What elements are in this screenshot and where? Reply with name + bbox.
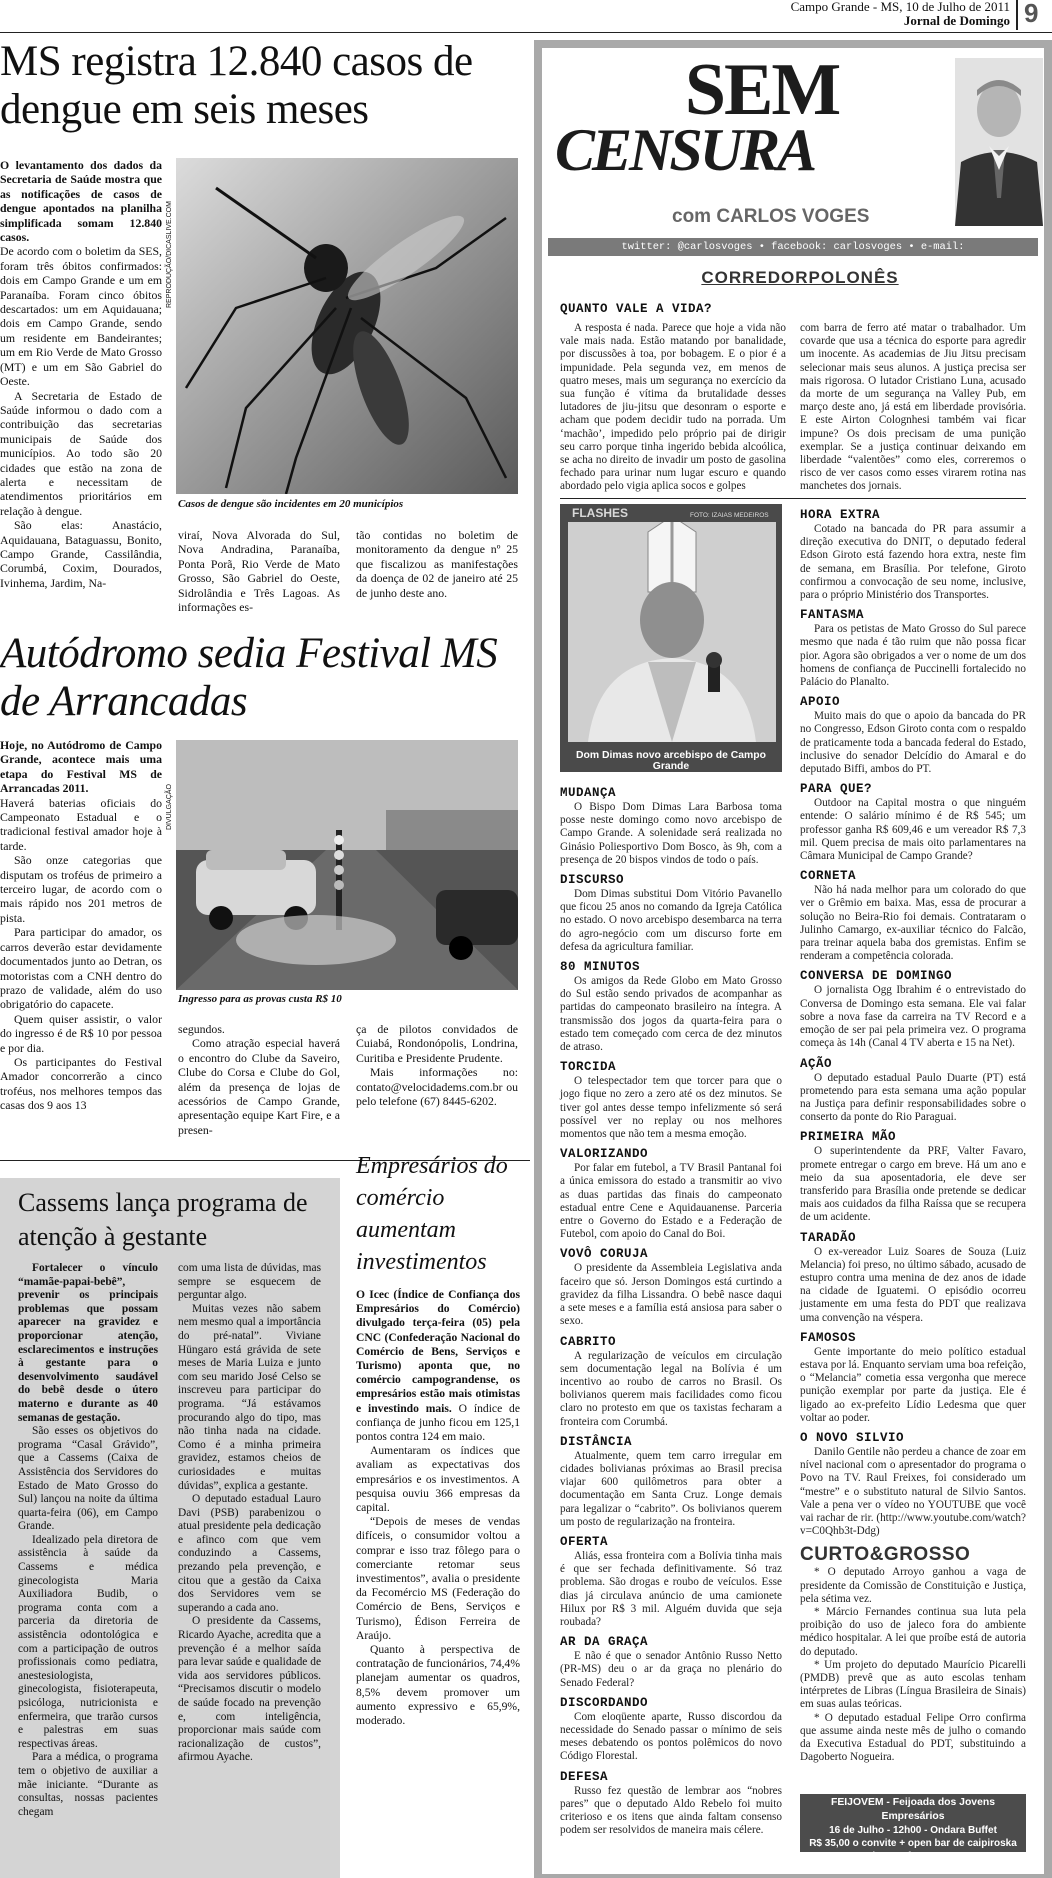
autodromo-para: segundos. — [178, 1022, 225, 1036]
feijovem-line1: 16 de Julho - 12h00 - Ondara Buffet — [829, 1825, 997, 1836]
autodromo-col3 — [356, 1022, 518, 1108]
dengue-para: De acordo com o boletim da SES, foram três óbitos confirmados: dois em Campo Grande e um em Paranaíba. Foram cinco óbitos descartados: um em Aquidauana; dois em Campo Grande, sendo um residente em Bandeirantes; um em Rio Verde de Mato Grosso (MT) e um em São Gabriel do Oeste. — [0, 244, 162, 389]
note-title: CABRITO — [560, 1334, 617, 1349]
feijovem-line2: R$ 35,00 o convite + open bar de caipiroska — [809, 1838, 1017, 1849]
note-title: DEFESA — [560, 1769, 609, 1784]
cassems-lead: Fortalecer o vínculo “mamãe-papai-bebê”, prevenir os principais problemas que possam aparecer na gravidez e proporcionar atenção, esclarecimentos e instruções à gestante para o desenvolvimento saudável do bebê desde o útero materno e durante as 40 semanas de gestação. — [18, 1262, 158, 1424]
autodromo-para: São onze categorias que disputam os troféus de primeiro a terceiro lugar, de acordo com o mais rápido nos 201 metros de pista. — [0, 853, 162, 925]
cassems-para: O deputado estadual Lauro Davi (PSB) parabenizou o atual presidente pela dedicação e afinco com que vem conduzindo a Cassems, prezando pela prevenção, e citou que a gestão da Caixa dos Servidores vem se superando a cada ano. — [178, 1493, 321, 1614]
note-body: O Bispo Dom Dimas Lara Barbosa toma posse neste domingo como novo arcebispo de Campo Grande. A solenidade será realizada no Ginásio Poliesportivo Dom Bosco, às 9h, com a presença de 20 bispos vindos de todo o país. — [560, 801, 782, 866]
note-title: CONVERSA DE DOMINGO — [800, 969, 953, 984]
note-title: CORNETA — [800, 869, 857, 884]
note-body: O deputado estadual Paulo Duarte (PT) está prometendo para esta semana uma ação popular na Justiça para definir responsabilidades sobre o conserto da ponte do Rio Paraguai. — [800, 1071, 1026, 1124]
note-body: O ex-vereador Luiz Soares de Souza (Luiz Melancia) foi preso, no último sábado, acusado de estupro contra uma menina de dez anos de idade na cidade de Iguatemi. O episódio ocorreu justamente em uma festa do PDT que realizava uma convenção na véspera. — [800, 1245, 1026, 1324]
cassems-para: São esses os objetivos do programa “Casal Grávido”, que a Cassems (Caixa de Assistência dos Servidores do Estado de Mato Grosso do Sul) lançou na noite da última quarta-feira (06), em Campo Grande. — [18, 1425, 158, 1533]
note-body: Com eloqüente aparte, Russo discordou da necessidade do Senado passar o mínimo de seis meses debatendo os pontos polêmicos do novo Código Florestal. — [560, 1710, 782, 1763]
bishop-photo — [568, 522, 776, 742]
note-title: AR DA GRAÇA — [560, 1635, 649, 1650]
empresarios-lead-tail: O índice de confiança de junho ficou em 125,1 pontos contra 124 em maio. — [356, 1401, 520, 1444]
mosquito-photo — [176, 158, 518, 494]
empresarios-para: “Depois de meses de vendas difíceis, o consumidor voltou a comprar e isso traz fôlego para o comerciante retomar seus investimentos”, avalia o presidente da Fecomércio MS (Federação do Comércio de Bens, Serviços e Turismo), Édison Ferreira de Araújo. — [356, 1515, 520, 1642]
cassems-col1 — [18, 1262, 158, 1819]
autodromo-para: Como atração especial haverá o encontro do Clube da Saveiro, Clube do Corsa e Clube do Gol, além da presença de lojas de acessórios de Campo Grande, apresentação equipe Kart Fire, e a presen- — [178, 1036, 340, 1137]
autodromo-para: Mais informações no: contato@velocidadems.com.br ou pelo telefone (67) 8445-6202. — [356, 1065, 518, 1109]
intro-rule — [560, 498, 1026, 499]
note-title: APOIO — [800, 695, 841, 710]
autodromo-col1 — [0, 738, 162, 1113]
feijovem-title: FEIJOVEM - Feijoada dos Jovens Empresários — [831, 1797, 995, 1822]
note-body: Por falar em futebol, a TV Brasil Pantanal foi a única emissora do estado a transmitir ao vivo as duas partidas das finais do campeonato estadual entre Cene e Aquidauanense. Parceria entre o Governo do Estado e a Federação de Futebol, com apoio do Canal do Boi. — [560, 1162, 782, 1241]
columnist-portrait — [955, 58, 1043, 226]
note-title: OFERTA — [560, 1534, 609, 1549]
cassems-para: Para a médica, o programa tem o objetivo de auxiliar a mãe iniciante. “Durante as consultas, nossas pacientes chegam — [18, 1751, 158, 1818]
contacts-bar: twitter: @carlosvoges • facebook: carlosvoges • e-mail: contato@carlosvoges.com.br — [548, 238, 1038, 256]
note-title: PRIMEIRA MÃO — [800, 1130, 897, 1145]
note-title: VALORIZANDO — [560, 1147, 649, 1162]
note-body: A regularização de veículos em circulação sem documentação legal na Bolívia é um incentivo ao roubo de carros no Brasil. Os bolivianos querem mais facilidades como ficou claro no protesto em que os taxistas fecharam a fronteira com Corumbá. — [560, 1349, 782, 1428]
autodromo-para: Quem quiser assistir, o valor do ingresso é de R$ 10 por pessoa e por dia. — [0, 1011, 162, 1055]
note-body: O superintendente da PRF, Valter Favaro, promete entregar o cargo em breve. Há um ano e meio da sua aposentadoria, ele deve ser transferido para Brasília onde pretende se dedicar mais aos cuidados da filha Raíssa que se recupera de um acidente. — [800, 1145, 1026, 1224]
note-body: Atualmente, quem tem carro irregular em cidades bolivianas próximas ao Brasil precisa viajar 600 quilômetros para obter a documentação em Santa Cruz. Longe demais para legalizar o “cabrito”. Os bolivianos querem um posto de regularização na fronteira. — [560, 1449, 782, 1528]
note-body: Gente importante do meio político estadual estava por lá. Enquanto serviam uma boa refeição, o “Melancia” cometia essa vergonha que merece punição exemplar por parte da justiça. Ele é ligado ao ex-prefeito Lídio Ledesma que quer voltar ao poder. — [800, 1345, 1026, 1424]
dengue-headline: MS registra 12.840 casos de dengue em seis meses — [0, 38, 473, 133]
empresarios-body — [356, 1288, 520, 1728]
autodromo-para: Para participar do amador, os carros deverão estar devidamente documentados junto ao Detran, os motoristas com a CNH dentro do prazo de validade, além do uso obrigatório do capacete. — [0, 925, 162, 1012]
note-title: MUDANÇA — [560, 786, 617, 800]
flashes-credit: FOTO: IZAIAS MEDEIROS — [690, 512, 769, 519]
autodromo-para: ça de pilotos convidados de Cuiabá, Rondonópolis, Londrina, Curitiba e Presidente Prudente. — [356, 1022, 518, 1065]
feijovem-box — [800, 1794, 1026, 1862]
empresarios-headline: Empresários do comércio aumentam investimentos — [356, 1153, 508, 1275]
autodromo-lead: Hoje, no Autódromo de Campo Grande, acontece mais uma etapa do Festival MS de Arrancadas 2011. — [0, 738, 162, 796]
intro-right — [800, 322, 1026, 494]
dengue-photo-credit: REPRODUÇÃO/DICASLIVE.COM — [166, 201, 173, 308]
autodromo-para: Haverá baterias oficiais do Campeonato Estadual e o tradicional festival amador hoje à tarde. — [0, 795, 162, 853]
note-title: PARA QUE? — [800, 782, 873, 797]
corredor-polones-title: CORREDORPOLONÊS — [701, 268, 899, 287]
dengue-para: A Secretaria de Estado de Saúde informou o dado com a contribuição das secretarias municipais de Saúde dos municípios. Ao todo são 20 cidades que estão na zona de alerta e necessitam de atendimentos prioritários em relação à dengue. — [0, 388, 162, 518]
note-body: O jornalista Ogg Ibrahim é o entrevistado do Conversa de Domingo esta semana. Ele vai falar sobre a nova fase da carreira na TV Record e a emoção de ser pai pela primeira vez. O programa começa às 14h (Canal 4 TV aberta e 15 na Net). — [800, 984, 1026, 1050]
intro-note — [560, 296, 1026, 317]
masthead-byline: com CARLOS VOGES — [672, 206, 870, 227]
note-body: E não é que o senador Antônio Russo Netto (PR-MS) deu o ar da graça no plenário do Senado Federal? — [560, 1650, 782, 1689]
note-title: AÇÃO — [800, 1056, 833, 1071]
autodromo-photo-credit: DIVULGAÇÃO — [166, 784, 173, 830]
note-body: Dom Dimas substitui Dom Vitório Pavanello que ficou 25 anos no comando da Igreja Católica no estado. O novo arcebispo desembarca na terra do agro-negócio com um discurso forte em defesa da agricultura familiar. — [560, 888, 782, 953]
note-body: Para os petistas de Mato Grosso do Sul parece mesmo que nada é tão ruim que não possa ficar pior. Agora são obrigados a ver o nome de um dos homens de confiança de Puccinelli fortalecido no Palácio do Planalto. — [800, 623, 1026, 689]
note-title: FANTASMA — [800, 608, 865, 623]
dengue-col3 — [356, 528, 518, 600]
flashes-label: FLASHES — [572, 506, 629, 520]
header-divider — [1016, 0, 1018, 30]
cassems-para: Muitas vezes não sabem nem mesmo qual a importância do pré-natal”. Viviane Hüngaro está grávida de sete meses de Maria Luiza e junto com seu marido José Celso se inscreveu para participar do programa. “Já estávamos procurando algo do tipo, mas não tinha nada na cidade. Como é a minha primeira gravidez, estamos cheios de curiosidades e muitas dúvidas”, explica a gestante. — [178, 1302, 321, 1492]
note-body: Muito mais do que o apoio da bancada do PR no Congresso, Edson Giroto conta com o respaldo de praticamente toda a bancada federal do Estado, inclusive do senador Delcídio do Amaral e do deputado Biffi, ambos do PT. — [800, 710, 1026, 776]
right-notes — [800, 502, 1026, 1764]
note-body: O presidente da Assembleia Legislativa anda faceiro que só. Jerson Domingos está curtindo a gravidez da filha Lissandra. O bebê nasce daqui a sete meses e a família está ansiosa para saber o sexo. — [560, 1262, 782, 1328]
cassems-para: O presidente da Cassems, Ricardo Ayache, acredita que a prevenção é a melhor saída para levar saúde e qualidade de vida aos servidores públicos. “Precisamos discutir o modelo de saúde focado na prevenção e, com inteligência, proporcionar mais saúde com racionalização de custos”, afirmou Ayache. — [178, 1615, 321, 1764]
intro-left — [560, 322, 786, 494]
dragrace-photo — [176, 740, 518, 990]
columnist-photo — [955, 58, 1043, 226]
note-title: FAMOSOS — [800, 1330, 857, 1345]
empresarios-para: Quanto à perspectiva de contratação de funcionários, 74,4% planejam aumentar os quadros, 8,5% devem promover um aumento expressivo e 65,9%, moderado. — [356, 1643, 520, 1728]
note-title: DISCURSO — [560, 873, 625, 888]
dengue-para: viraí, Nova Alvorada do Sul, Nova Andradina, Paranaíba, Ponta Porã, Rio Verde de Mato Grosso, São Gabriel do Oeste, Sidrolândia e Três Lagoas. As informações es- — [178, 528, 340, 615]
feijovem-line3: Convites no fone 9645 2787 — [847, 1851, 979, 1862]
curto-item: * O deputado estadual Felipe Orro confirma que assume ainda neste mês de julho o comando da Executiva Estadual do PDT, substituindo a Dagoberto Nogueira. — [800, 1711, 1026, 1764]
intro-title: QUANTO VALE A VIDA? — [560, 302, 713, 316]
dengue-lead: O levantamento dos dados da Secretaria de Saúde mostra que as notificações de casos de dengue apontados na planilha simplificada somam 12.840 casos. — [0, 158, 162, 245]
dateline: Campo Grande - MS, 10 de Julho de 2011 — [790, 0, 1010, 14]
note-body: Os amigos da Rede Globo em Mato Grosso do Sul estão sendo privados de acompanhar as partidas do campeonato brasileiro na íntegra. A transmissão dos jogos da quarta-feira para o estado tem começado com cerca de dez minutos de atraso. — [560, 975, 782, 1054]
autodromo-caption: Ingresso para as provas custa R$ 10 — [178, 993, 342, 1005]
empresarios-lead: O Icec (Índice de Confiança dos Empresários do Comércio) divulgado terça-feira (05) pela CNC (Confederação Nacional do Comércio de Bens, Serviços e Turismo) aponta que, no comércio campograndense, os empresários estão mais otimistas e investindo mais. — [356, 1288, 520, 1415]
mosquito-illustration — [176, 158, 518, 494]
note-body: Não há nada melhor para um colorado do que ver o Grêmio em baixa. Mas, essa de procurar a solução no Beira-Rio foi demais. Contrataram o Julinho Camargo, ex-auxiliar técnico do Falcão, para treinar aquela baba dos gremistas. Enfim se renderam a competência colorada. — [800, 884, 1026, 963]
page-header — [600, 0, 1010, 28]
note-title: HORA EXTRA — [800, 508, 881, 522]
intro-left-text: A resposta é nada. Parece que hoje a vida não vale mais nada. Estão matando por banalidade, por discussões à toa, por bobagem. E o pior é a impunidade. Pela segunda vez, em menos de quatro meses, mais um segurança no exercício da sua função é vítima da brutalidade desses lutadores de jiu-jitsu que desonram o esporte e acham que podem decidir tudo na porrada. Um ‘machão’, impedido pelo próprio pai de dirigir seu carro porque tinha ingerido bebida alcoólica, se acha no direito de invadir um posto de gasolina fechado para urinar num lugar escuro e quando abordado pelo vigia aplica socos e golpes — [560, 322, 786, 493]
dengue-para: tão contidas no boletim de monitoramento da dengue nº 25 que fiscalizou as manifestações da doença de 02 de janeiro até 25 de junho deste ano. — [356, 528, 518, 600]
cassems-para: com uma lista de dúvidas, mas sempre se esquecem de perguntar algo. — [178, 1262, 321, 1302]
autodromo-col2 — [178, 1022, 340, 1137]
left-notes — [560, 780, 782, 1837]
curto-item: * Márcio Fernandes continua sua luta pela proibição do uso de jaleco fora do ambiente médico hospitalar. A lei que proíbe está de autoria do deputado. — [800, 1606, 1026, 1658]
note-body: O telespectador tem que torcer para que o jogo fique no zero a zero até os dez minutos. Se tiver gol antes desse tempo infelizmente só será possível ver no replay ou nos melhores momentos que não tem a mesma emoção. — [560, 1075, 782, 1141]
dragrace-illustration — [176, 740, 518, 990]
note-title: TARADÃO — [800, 1230, 857, 1245]
dengue-para: São elas: Anastácio, Aquidauana, Bataguassu, Bonito, Campo Grande, Cassilândia, Corumbá, Coxim, Dourados, Ivinhema, Jardim, Na- — [0, 518, 162, 590]
note-body: Aliás, essa fronteira com a Bolívia tinha mais é que ser fechada definitivamente. Só traz problema. São drogas e roubo de veículos. Esse dias já circulava anúncio de uma camionete Hilux por R$ 3 mil. Alguém duvida que seja roubada? — [560, 1549, 782, 1628]
masthead-sem: SEM — [684, 49, 840, 131]
curto-item: * O deputado Arroyo ganhou a vaga de presidente da Comissão de Constituição e Justiça, pela sétima vez. — [800, 1566, 1026, 1605]
note-body: Outdoor na Capital mostra o que ninguém entende: O salário mínimo é de R$ 545; um professor ganha R$ 609,46 e um vereador R$ 7,3 mil. Quem precisa de mais oito parlamentares na Câmara Municipal de Campo Grande? — [800, 797, 1026, 863]
autodromo-para: Os participantes do Festival Amador concorrerão a cinco troféus, nos melhores tempos das casas dos 9 aos 13 — [0, 1054, 162, 1113]
masthead-censura: CENSURA — [555, 117, 815, 183]
note-body: Russo fez questão de lembrar aos “nobres pares” que o deputado Aldo Rebelo foi muito criterioso e os itens que ainda faltam consenso podem ser resolvidos de maneira mais célere. — [560, 1784, 782, 1837]
note-body: Danilo Gentile não perdeu a chance de zoar em nível nacional com o apresentador do programa o Povo na TV. Raul Freixes, foi considerado um “mestre” e o substituto natural de Silvio Santos. Vale a pena ver o vídeo no YOUTUBE que você vai rachar de rir. (http://www.youtube.com/watch?v=C0Qhb3t-Ddg) — [800, 1445, 1026, 1538]
cassems-col2 — [178, 1262, 321, 1765]
note-title: TORCIDA — [560, 1060, 617, 1075]
note-title: VOVÔ CORUJA — [560, 1247, 649, 1262]
cassems-para: Idealizado pela diretora de assistência à saúde da Cassems e médica ginecologista Maria Auxiliadora Budib, o programa conta com a parceria da diretoria de assistência odontológica e com a participação de outros profissionais como pediatra, anestesiologista, ginecologista, fisioterapeuta, psicóloga, nutricionista e enfermeira, que trarão cursos e palestras em suas respectivas áreas. — [18, 1533, 158, 1750]
empresarios-para: Aumentaram os índices que avaliam as expectativas dos empresários e os investimentos. A pesquisa ouviu 366 empresas da capital. — [356, 1444, 520, 1515]
note-title: 80 MINUTOS — [560, 960, 641, 975]
bishop-illustration — [568, 522, 776, 742]
curto-grosso-title: CURTO&GROSSO — [800, 1544, 971, 1566]
dengue-col2 — [178, 528, 340, 614]
autodromo-headline: Autódromo sedia Festival MS de Arrancadas — [0, 630, 498, 725]
dengue-caption: Casos de dengue são incidentes em 20 municípios — [178, 498, 404, 510]
dengue-col1 — [0, 158, 162, 590]
header-rule — [0, 32, 1052, 33]
paper-name: Jornal de Domingo — [903, 13, 1010, 28]
note-body: Cotado na bancada do PR para assumir a direção executiva do DNIT, o deputado federal Edson Giroto está fazendo hora extra, neste fim de semana, em Brasília. Por telefone, Giroto confirmou a convocação de seu nome, inclusive, para o próprio Ministério dos Transportes. — [800, 523, 1026, 602]
note-title: O NOVO SILVIO — [800, 1430, 905, 1445]
cassems-headline: Cassems lança programa de atenção à gestante — [18, 1188, 308, 1251]
intro-right-text: com barra de ferro até matar o trabalhador. Um covarde que usa a técnica do esporte para agredir um inocente. As academias de Jiu Jitsu precisam selecionar mais seus alunos. A justiça precisa ser mais rigorosa. O lutador Cristiano Luna, acusado da morte de um segurança na Valley Pub, em março deste ano, já está em liberdade provisória. E este Airton Colognhesi também vai ficar impune? Os dois precisam de uma punição exemplar. Se a justiça continuar deixando em liberdade “valentões” como eles, correremos o risco de ver casos como esses virarem rotina nas manchetes dos jornais. — [800, 322, 1026, 493]
flashes-caption: Dom Dimas novo arcebispo de Campo Grande — [576, 750, 766, 772]
page-number: 9 — [1024, 0, 1039, 28]
note-title: DISTÂNCIA — [560, 1434, 633, 1449]
note-title: DISCORDANDO — [560, 1695, 649, 1710]
curto-item: * Um projeto do deputado Maurício Picarelli (PMDB) prevê que as auto escolas tenham intérpretes de Libras (Língua Brasileira de Sinais) em suas aulas teóricas. — [800, 1658, 1026, 1711]
